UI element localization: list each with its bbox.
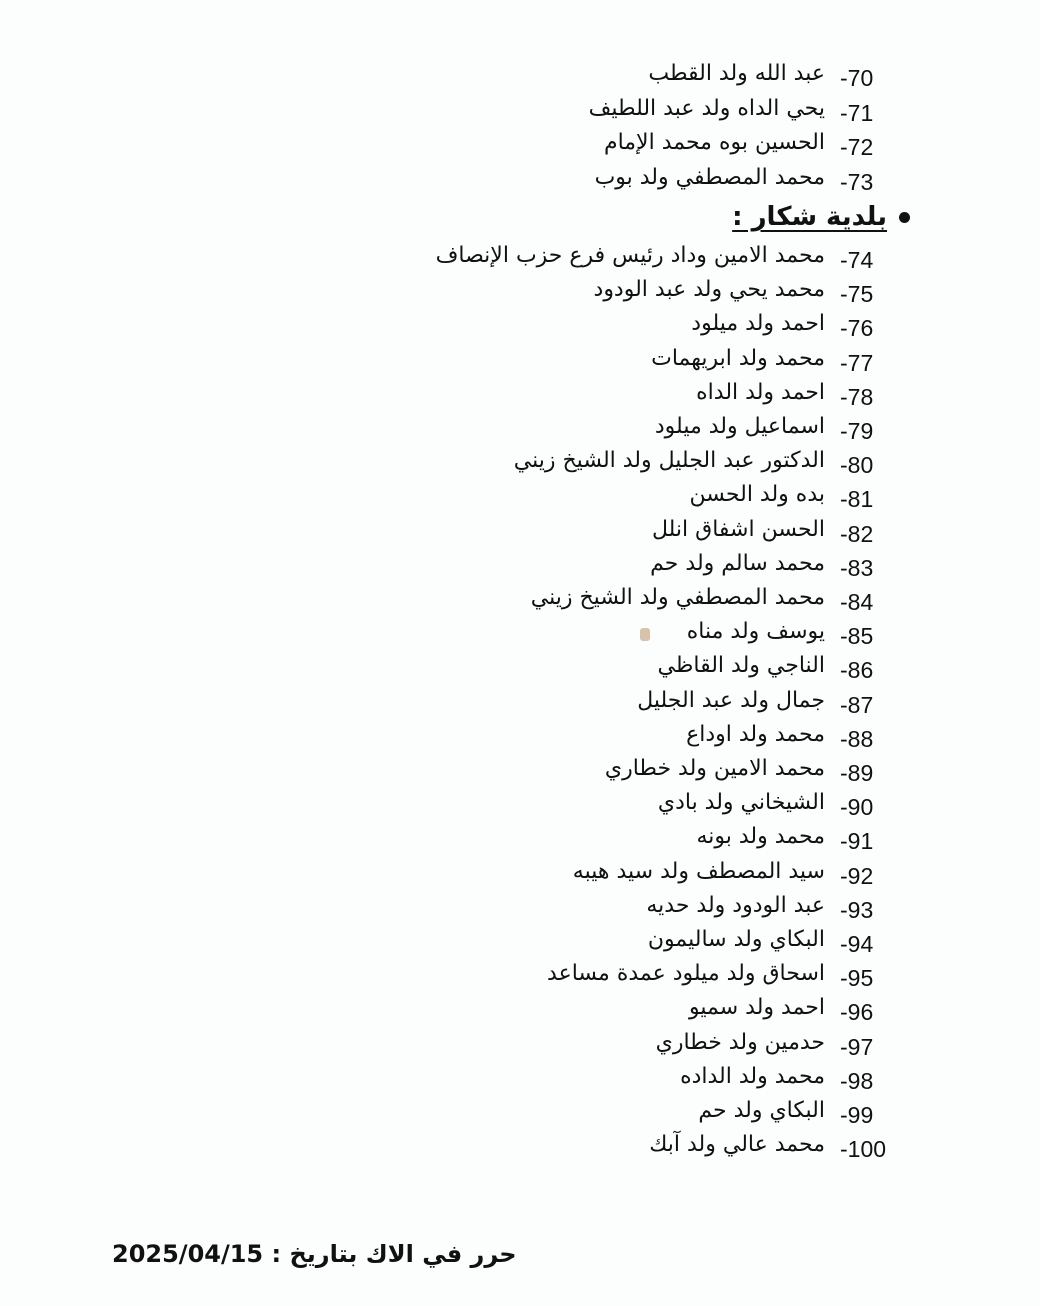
list-item	[300, 483, 920, 515]
item-number: -84	[840, 589, 874, 615]
footer-date: 2025/04/15	[112, 1240, 264, 1268]
item-name: الحسن اشفاق انلل	[651, 516, 825, 542]
item-name: عبد الودود ولد حديه	[646, 892, 825, 918]
item-name: الحسين بوه محمد الإمام	[603, 130, 825, 155]
item-number: -87	[840, 691, 874, 718]
item-name: محمد المصطفي ولد الشيخ زيني	[530, 585, 825, 610]
item-name: جمال ولد عبد الجليل	[637, 687, 825, 713]
item-name: محمد ولد بونه	[696, 824, 825, 850]
item-number: -79	[840, 418, 874, 444]
list-item	[300, 860, 920, 892]
list-item	[300, 518, 920, 550]
item-number: -99	[840, 1102, 874, 1128]
list-item	[300, 586, 920, 618]
list-item	[300, 962, 920, 994]
list-item	[300, 415, 920, 447]
section-heading	[732, 202, 910, 232]
item-number: -83	[840, 554, 874, 581]
list-item	[300, 825, 920, 857]
item-number: -72	[840, 134, 874, 160]
item-number: -97	[840, 1033, 874, 1060]
list-item	[300, 894, 920, 926]
item-number: -88	[840, 725, 874, 752]
list-item	[300, 1133, 920, 1165]
item-name: محمد المصطفي ولد بوب	[594, 164, 825, 190]
list-item	[300, 791, 920, 823]
item-name: سيد المصطف ولد سيد هيبه	[572, 858, 825, 884]
item-number: -86	[840, 657, 874, 684]
item-name: يوسف ولد مناه	[686, 619, 825, 645]
item-name: محمد يحي ولد عبد الودود	[593, 277, 825, 303]
item-name: اسماعيل ولد ميلود	[654, 414, 825, 439]
item-name: محمد ولد ابريهمات	[651, 345, 825, 371]
list-item	[300, 381, 920, 413]
item-name: عبد الله ولد القطب	[648, 61, 825, 86]
section-title: بلدية شكار :	[732, 202, 887, 232]
item-name: احمد ولد سميو	[689, 995, 825, 1021]
list-item	[300, 131, 920, 163]
item-name: احمد ولد ميلود	[691, 311, 825, 337]
item-name: حدمين ولد خطاري	[655, 1029, 825, 1055]
item-name: محمد الامين وداد رئيس فرع حزب الإنصاف	[435, 243, 825, 268]
list-item	[300, 1031, 920, 1063]
item-number: -92	[840, 862, 874, 889]
item-number: -85	[840, 623, 874, 650]
item-number: -81	[840, 486, 874, 513]
item-number: -80	[840, 452, 874, 479]
item-number: -96	[840, 999, 874, 1026]
item-name: الناجي ولد القاظي	[657, 653, 825, 679]
footer-signature-line	[112, 1240, 517, 1268]
item-number: -100	[840, 1136, 887, 1163]
item-number: -70	[840, 65, 874, 91]
list-item	[300, 449, 920, 481]
list-item	[300, 62, 920, 94]
list-item	[300, 1099, 920, 1131]
item-number: -75	[840, 281, 874, 308]
list-item	[300, 1065, 920, 1097]
item-name: محمد ولد الداده	[680, 1063, 825, 1089]
item-name: البكاي ولد حم	[698, 1098, 825, 1123]
item-name: الدكتور عبد الجليل ولد الشيخ زيني	[513, 448, 825, 474]
footer-label: حرر في الاك بتاريخ :	[271, 1240, 517, 1268]
item-name: محمد ولد اوداع	[686, 721, 825, 747]
list-item	[300, 312, 920, 344]
list-item	[300, 97, 920, 129]
item-number: -90	[840, 794, 874, 821]
item-number: -89	[840, 760, 874, 786]
item-name: محمد سالم ولد حم	[650, 550, 825, 576]
list-item	[300, 166, 920, 198]
item-name: احمد ولد الداه	[696, 379, 825, 405]
item-name: البكاي ولد ساليمون	[647, 927, 825, 952]
item-number: -93	[840, 896, 874, 923]
item-number: -98	[840, 1067, 874, 1094]
list-item	[300, 620, 920, 652]
list-item	[300, 278, 920, 310]
bullet-icon	[899, 212, 910, 223]
list-item	[300, 996, 920, 1028]
item-number: -73	[840, 168, 874, 195]
item-name: الشيخاني ولد بادي	[657, 790, 825, 816]
item-name: محمد الامين ولد خطاري	[604, 756, 825, 781]
list-item	[300, 928, 920, 960]
item-name: اسحاق ولد ميلود عمدة مساعد	[547, 961, 825, 987]
item-name: يحي الداه ولد عبد اللطيف	[588, 95, 825, 121]
list-item	[300, 654, 920, 686]
list-item	[300, 689, 920, 721]
item-number: -71	[840, 99, 874, 126]
item-number: -82	[840, 520, 874, 547]
item-number: -95	[840, 965, 874, 992]
item-number: -76	[840, 315, 874, 342]
item-number: -94	[840, 931, 874, 957]
item-number: -91	[840, 828, 874, 855]
item-number: -77	[840, 349, 874, 376]
list-item	[300, 723, 920, 755]
smudge-mark-icon	[640, 628, 650, 641]
item-name: محمد عالي ولد آبك	[649, 1132, 825, 1158]
list-item	[300, 757, 920, 789]
item-name: بده ولد الحسن	[689, 482, 825, 508]
list-item	[300, 552, 920, 584]
list-item	[300, 347, 920, 379]
list-item	[300, 244, 920, 276]
item-number: -78	[840, 383, 874, 410]
item-number: -74	[840, 247, 874, 273]
